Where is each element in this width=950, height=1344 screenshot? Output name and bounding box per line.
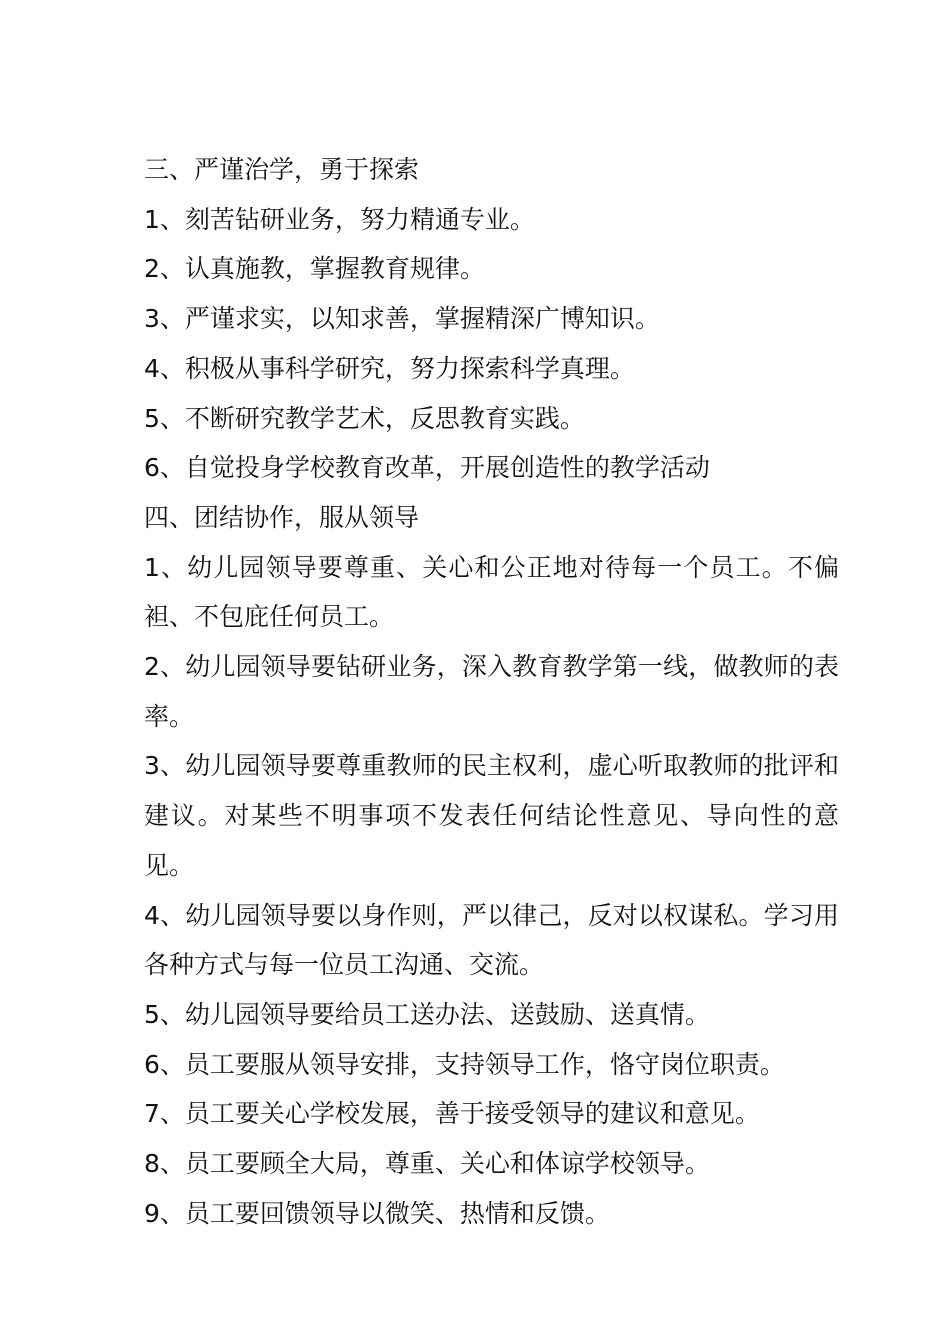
section-heading: 四、团结协作，服从领导: [144, 502, 420, 532]
list-item: 5、幼儿园领导要给员工送办法、送鼓励、送真情。: [144, 999, 710, 1029]
list-item: 5、不断研究教学艺术，反思教育实践。: [144, 403, 585, 433]
list-item: 2、幼儿园领导要钻研业务，深入教育教学第一线，做教师的表率。: [144, 652, 839, 731]
document-body: [144, 145, 839, 1238]
list-item: 1、刻苦钻研业务，努力精通专业。: [144, 204, 535, 234]
list-item: 2、认真施教，掌握教育规律。: [144, 254, 485, 284]
list-item: 8、员工要顾全大局，尊重、关心和体谅学校领导。: [144, 1149, 710, 1179]
list-item: 3、幼儿园领导要尊重教师的民主权利，虚心听取教师的批评和建议。对某些不明事项不发表任何结论性意见、导向性的意见。: [144, 751, 839, 880]
list-item: 9、员工要回馈领导以微笑、热情和反馈。: [144, 1198, 610, 1228]
list-item: 7、员工要关心学校发展，善于接受领导的建议和意见。: [144, 1099, 760, 1129]
list-item: 6、员工要服从领导安排，支持领导工作，恪守岗位职责。: [144, 1049, 785, 1079]
list-item: 6、自觉投身学校教育改革，开展创造性的教学活动: [144, 453, 710, 483]
section-heading: 三、严谨治学，勇于探索: [144, 155, 420, 184]
list-item: 3、严谨求实，以知求善，掌握精深广博知识。: [144, 304, 660, 334]
list-item: 1、幼儿园领导要尊重、关心和公正地对待每一个员工。不偏袒、不包庇任何员工。: [144, 552, 839, 632]
list-item: 4、幼儿园领导要以身作则，严以律己，反对以权谋私。学习用各种方式与每一位员工沟通、交流。: [144, 900, 839, 980]
list-item: 4、积极从事科学研究，努力探索科学真理。: [144, 353, 635, 383]
